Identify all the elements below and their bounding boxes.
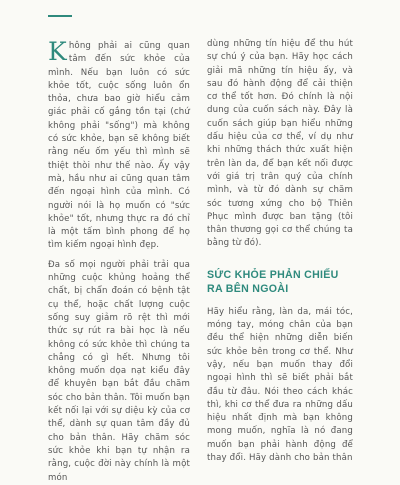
right-column [207, 38, 353, 464]
left-column [48, 37, 190, 483]
accent-rule [48, 15, 72, 17]
section-heading: SỨC KHỎE PHẢN CHIẾU RA BÊN NGOÀI [207, 268, 339, 295]
body-paragraph: Đa số mọi người phải trải qua những cuộc khủng hoảng thể chất, bị chẩn đoán có bệnh tật cụ thể, hoặc chất lượng cuộc sống suy giảm rõ rệt thì mới thức sự rút ra bài học là nếu không có sức khỏe thì chúng ta chẳng có gì hết. Nhưng tôi không muốn dọa nạt kiểu đây để khuyên bạn bắt đầu chăm sóc cho bản thân. Tôi muốn bạn kết nối lại với sự diệu kỳ của cơ thể, dành sự quan tâm đầy đủ cho bản thân. Hãy chăm sóc sức khỏe khi bạn tự nhận ra rằng, cuộc đời này chính là một món [48, 259, 190, 483]
opening-paragraph [48, 37, 190, 253]
body-paragraph: dùng những tín hiệu để thu hút sự chú ý của bạn. Hãy học cách giải mã những tín hiệu ấy, và sau đó hành động để cải thiện cơ thể tốt hơn. Đó chính là nội dung của cuốn sách này. Đây là cuốn sách giúp bạn hiểu những dấu hiệu của cơ thể, ví dụ như khi những thách thức xuất hiện trên làn da, để bạn kết nối được với giá trị trân quý của chính mình, và từ đó dành sự chăm sóc tương xứng cho bộ Thiên Phục mình được ban tặng (tôi thân thương gọi cơ thể chúng ta bằng từ đó). [207, 39, 353, 249]
body-paragraph: Hãy hiểu rằng, làn da, mái tóc, móng tay, móng chân của bạn đều thể hiện những diễn biến sức khỏe bên trong cơ thể. Như vậy, nếu bạn muốn thay đổi ngoại hình thì sẽ biết phải bắt đầu từ đâu. Nói theo cách khác thì, khi cơ thể đưa ra những dấu hiệu nhất định mà bạn không mong muốn, nghĩa là nó đang muốn bạn phải hành động để thay đổi. Hãy dành cho bản thân [207, 306, 353, 464]
cropped-header-text [46, 0, 196, 5]
opening-paragraph-text: hông phải ai cũng quan tâm đến sức khỏe của mình. Nếu bạn luôn có sức khỏe tốt, cuộc sống luôn ổn thỏa, chưa bao giờ hiểu cảm giác phải cố gắng tồn tại (chứ không phải "sống") mà không có sức khỏe, bạn sẽ không biết rằng nếu ốm yếu thì mình sẽ thiệt thòi như thế nào. Ấy vậy mà, hầu như ai cũng quan tâm đến ngoại hình của mình. Có người nói là họ muốn có "sức khỏe" tốt, nhưng thực ra đó chỉ là một tấm bình phong để họ tìm kiếm ngoại hình đẹp. [48, 41, 190, 251]
drop-cap: K [48, 37, 67, 66]
